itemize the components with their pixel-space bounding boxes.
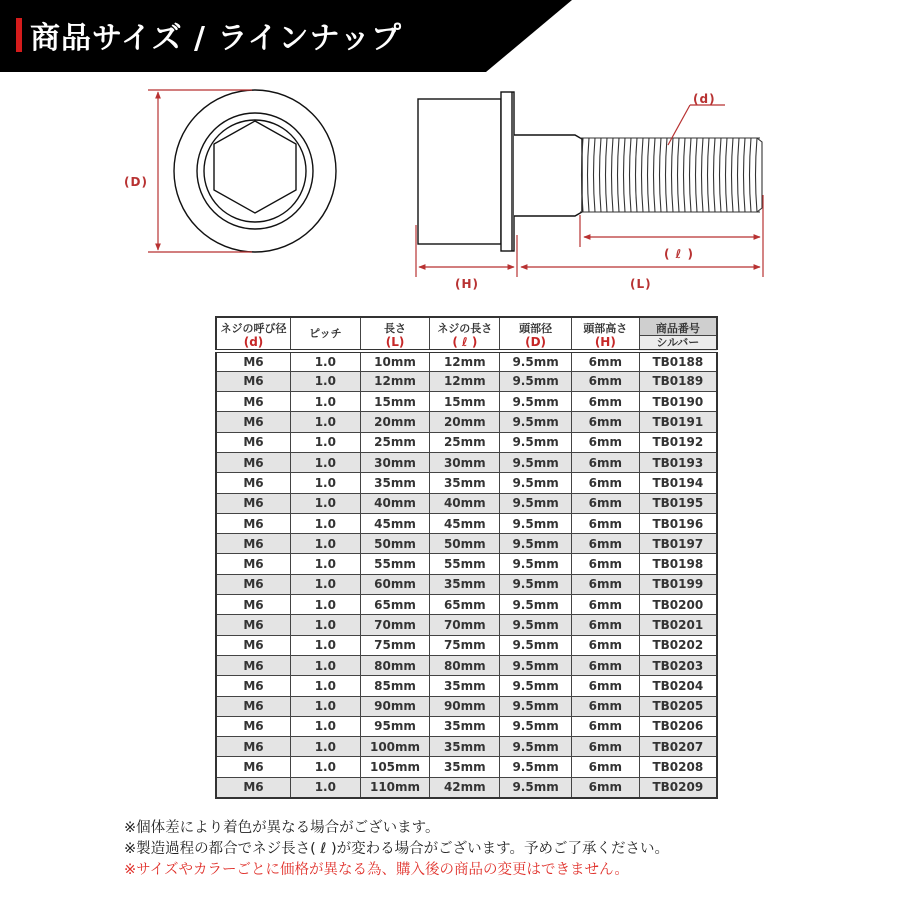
cell-head-diameter: 9.5mm	[500, 473, 572, 493]
cell-head-height: 6mm	[571, 737, 639, 757]
header-nominal-diameter: ネジの呼び径	[216, 317, 291, 335]
cell-head-diameter: 9.5mm	[500, 574, 572, 594]
cell-head-height: 6mm	[571, 716, 639, 736]
cell-head-diameter: 9.5mm	[500, 432, 572, 452]
cell-head-height: 6mm	[571, 615, 639, 635]
header-head-height: 頭部高さ	[571, 317, 639, 335]
table-row	[216, 757, 717, 777]
notes	[124, 818, 669, 881]
cell-product-number: TB0205	[639, 696, 717, 716]
cell-diameter: M6	[216, 452, 291, 472]
cell-pitch: 1.0	[291, 635, 361, 655]
cell-length: 55mm	[360, 554, 430, 574]
cell-pitch: 1.0	[291, 371, 361, 391]
cell-diameter: M6	[216, 635, 291, 655]
cell-thread-length: 35mm	[430, 757, 500, 777]
cell-head-diameter: 9.5mm	[500, 493, 572, 513]
cell-head-diameter: 9.5mm	[500, 371, 572, 391]
label-thread-length: ( ℓ )	[664, 247, 694, 261]
cell-thread-length: 40mm	[430, 493, 500, 513]
cell-head-diameter: 9.5mm	[500, 513, 572, 533]
cell-diameter: M6	[216, 473, 291, 493]
cell-pitch: 1.0	[291, 513, 361, 533]
table-row	[216, 452, 717, 472]
cell-diameter: M6	[216, 493, 291, 513]
cell-diameter: M6	[216, 371, 291, 391]
cell-pitch: 1.0	[291, 757, 361, 777]
cell-diameter: M6	[216, 534, 291, 554]
cell-head-diameter: 9.5mm	[500, 615, 572, 635]
cell-product-number: TB0194	[639, 473, 717, 493]
cell-thread-length: 25mm	[430, 432, 500, 452]
bolt-threads	[580, 138, 762, 212]
header-pitch: ピッチ	[291, 317, 361, 351]
cell-thread-length: 20mm	[430, 412, 500, 432]
cell-head-diameter: 9.5mm	[500, 696, 572, 716]
cell-head-diameter: 9.5mm	[500, 676, 572, 696]
cell-diameter: M6	[216, 696, 291, 716]
label-head-height: (H)	[455, 277, 480, 291]
cell-thread-length: 65mm	[430, 595, 500, 615]
header-symbol-H: (H)	[571, 335, 639, 351]
cell-length: 12mm	[360, 371, 430, 391]
cell-thread-length: 15mm	[430, 392, 500, 412]
cell-diameter: M6	[216, 615, 291, 635]
table-row	[216, 635, 717, 655]
cell-length: 50mm	[360, 534, 430, 554]
header-symbol-d: (d)	[216, 335, 291, 351]
cell-diameter: M6	[216, 757, 291, 777]
cell-diameter: M6	[216, 655, 291, 675]
cell-diameter: M6	[216, 412, 291, 432]
cell-length: 10mm	[360, 351, 430, 371]
cell-length: 45mm	[360, 513, 430, 533]
cell-pitch: 1.0	[291, 554, 361, 574]
cell-thread-length: 50mm	[430, 534, 500, 554]
cell-length: 80mm	[360, 655, 430, 675]
cell-thread-length: 80mm	[430, 655, 500, 675]
cell-product-number: TB0199	[639, 574, 717, 594]
cell-pitch: 1.0	[291, 676, 361, 696]
cell-length: 90mm	[360, 696, 430, 716]
banner-accent-bar	[16, 18, 22, 52]
cell-head-height: 6mm	[571, 696, 639, 716]
cell-thread-length: 55mm	[430, 554, 500, 574]
cell-product-number: TB0190	[639, 392, 717, 412]
cell-thread-length: 90mm	[430, 696, 500, 716]
cell-product-number: TB0193	[639, 452, 717, 472]
table-row	[216, 777, 717, 797]
header-symbol-l: ( ℓ )	[430, 335, 500, 351]
cell-thread-length: 35mm	[430, 574, 500, 594]
cell-head-height: 6mm	[571, 554, 639, 574]
cell-thread-length: 35mm	[430, 737, 500, 757]
table-row	[216, 371, 717, 391]
cell-pitch: 1.0	[291, 392, 361, 412]
label-length: (L)	[630, 277, 652, 291]
header-color-silver: シルバー	[639, 335, 717, 351]
cell-thread-length: 45mm	[430, 513, 500, 533]
cell-diameter: M6	[216, 777, 291, 797]
bolt-head-top-view	[174, 90, 336, 252]
cell-pitch: 1.0	[291, 432, 361, 452]
cell-head-diameter: 9.5mm	[500, 595, 572, 615]
header-head-diameter: 頭部径	[500, 317, 572, 335]
cell-diameter: M6	[216, 737, 291, 757]
cell-head-diameter: 9.5mm	[500, 635, 572, 655]
bolt-dimension-diagram	[0, 75, 900, 310]
bolt-side-view	[418, 92, 582, 251]
table-body	[216, 351, 717, 798]
table-row	[216, 534, 717, 554]
cell-product-number: TB0200	[639, 595, 717, 615]
cell-head-diameter: 9.5mm	[500, 534, 572, 554]
cell-head-diameter: 9.5mm	[500, 757, 572, 777]
table-row	[216, 473, 717, 493]
label-thread-diameter: (d)	[693, 92, 716, 106]
cell-product-number: TB0202	[639, 635, 717, 655]
cell-product-number: TB0208	[639, 757, 717, 777]
cell-diameter: M6	[216, 595, 291, 615]
cell-head-height: 6mm	[571, 432, 639, 452]
cell-diameter: M6	[216, 392, 291, 412]
cell-pitch: 1.0	[291, 351, 361, 371]
cell-length: 65mm	[360, 595, 430, 615]
banner-title: 商品サイズ / ラインナップ	[30, 21, 402, 56]
cell-diameter: M6	[216, 574, 291, 594]
cell-pitch: 1.0	[291, 737, 361, 757]
cell-thread-length: 35mm	[430, 676, 500, 696]
cell-product-number: TB0192	[639, 432, 717, 452]
cell-thread-length: 35mm	[430, 716, 500, 736]
cell-diameter: M6	[216, 554, 291, 574]
section-banner	[0, 0, 900, 72]
cell-thread-length: 12mm	[430, 351, 500, 371]
cell-diameter: M6	[216, 351, 291, 371]
table-row	[216, 351, 717, 371]
cell-head-height: 6mm	[571, 452, 639, 472]
cell-head-diameter: 9.5mm	[500, 737, 572, 757]
table-row	[216, 554, 717, 574]
cell-product-number: TB0203	[639, 655, 717, 675]
cell-length: 85mm	[360, 676, 430, 696]
cell-length: 110mm	[360, 777, 430, 797]
table-row	[216, 574, 717, 594]
cell-product-number: TB0195	[639, 493, 717, 513]
table-row	[216, 493, 717, 513]
cell-product-number: TB0191	[639, 412, 717, 432]
cell-head-height: 6mm	[571, 351, 639, 371]
cell-head-height: 6mm	[571, 757, 639, 777]
table-row	[216, 696, 717, 716]
cell-length: 70mm	[360, 615, 430, 635]
cell-product-number: TB0197	[639, 534, 717, 554]
cell-head-height: 6mm	[571, 513, 639, 533]
cell-length: 75mm	[360, 635, 430, 655]
cell-head-diameter: 9.5mm	[500, 655, 572, 675]
cell-head-height: 6mm	[571, 473, 639, 493]
cell-pitch: 1.0	[291, 716, 361, 736]
cell-thread-length: 70mm	[430, 615, 500, 635]
cell-product-number: TB0196	[639, 513, 717, 533]
table-row	[216, 655, 717, 675]
cell-thread-length: 75mm	[430, 635, 500, 655]
header-product-number: 商品番号	[639, 317, 717, 335]
note-no-exchange: ※サイズやカラーごとに価格が異なる為、購入後の商品の変更はできません。	[124, 862, 629, 878]
cell-product-number: TB0188	[639, 351, 717, 371]
cell-thread-length: 35mm	[430, 473, 500, 493]
header-thread-length: ネジの長さ	[430, 317, 500, 335]
cell-head-diameter: 9.5mm	[500, 392, 572, 412]
cell-diameter: M6	[216, 716, 291, 736]
cell-head-height: 6mm	[571, 534, 639, 554]
cell-pitch: 1.0	[291, 615, 361, 635]
table-row	[216, 513, 717, 533]
table-row	[216, 737, 717, 757]
cell-product-number: TB0189	[639, 371, 717, 391]
cell-head-height: 6mm	[571, 777, 639, 797]
cell-product-number: TB0209	[639, 777, 717, 797]
note-color-variation: ※個体差により着色が異なる場合がございます。	[124, 820, 440, 836]
cell-diameter: M6	[216, 676, 291, 696]
cell-length: 95mm	[360, 716, 430, 736]
cell-product-number: TB0206	[639, 716, 717, 736]
cell-length: 105mm	[360, 757, 430, 777]
cell-head-height: 6mm	[571, 392, 639, 412]
cell-length: 15mm	[360, 392, 430, 412]
cell-pitch: 1.0	[291, 777, 361, 797]
cell-thread-length: 30mm	[430, 452, 500, 472]
cell-head-height: 6mm	[571, 493, 639, 513]
table-row	[216, 412, 717, 432]
cell-pitch: 1.0	[291, 452, 361, 472]
cell-pitch: 1.0	[291, 696, 361, 716]
cell-head-height: 6mm	[571, 412, 639, 432]
cell-head-diameter: 9.5mm	[500, 777, 572, 797]
cell-pitch: 1.0	[291, 412, 361, 432]
cell-length: 20mm	[360, 412, 430, 432]
bolt-drawing	[0, 75, 900, 310]
cell-pitch: 1.0	[291, 655, 361, 675]
cell-pitch: 1.0	[291, 574, 361, 594]
table-row	[216, 615, 717, 635]
cell-pitch: 1.0	[291, 534, 361, 554]
cell-length: 25mm	[360, 432, 430, 452]
cell-head-height: 6mm	[571, 595, 639, 615]
label-head-diameter: (D)	[124, 175, 148, 189]
cell-thread-length: 12mm	[430, 371, 500, 391]
table-row	[216, 595, 717, 615]
cell-product-number: TB0204	[639, 676, 717, 696]
table-row	[216, 676, 717, 696]
cell-head-diameter: 9.5mm	[500, 452, 572, 472]
cell-head-height: 6mm	[571, 655, 639, 675]
cell-head-diameter: 9.5mm	[500, 716, 572, 736]
cell-product-number: TB0198	[639, 554, 717, 574]
head-diameter-dimension	[148, 90, 252, 252]
header-symbol-L: (L)	[360, 335, 430, 351]
header-length: 長さ	[360, 317, 430, 335]
note-thread-length-variation: ※製造過程の都合でネジ長さ( ℓ )が変わる場合がございます。予めご了承ください。	[124, 841, 670, 857]
cell-length: 40mm	[360, 493, 430, 513]
cell-length: 35mm	[360, 473, 430, 493]
cell-head-diameter: 9.5mm	[500, 554, 572, 574]
table-row	[216, 716, 717, 736]
cell-pitch: 1.0	[291, 473, 361, 493]
cell-head-height: 6mm	[571, 574, 639, 594]
table-row	[216, 432, 717, 452]
cell-length: 100mm	[360, 737, 430, 757]
cell-length: 60mm	[360, 574, 430, 594]
cell-length: 30mm	[360, 452, 430, 472]
size-lineup-table	[215, 316, 718, 799]
cell-head-diameter: 9.5mm	[500, 412, 572, 432]
header-symbol-D: (D)	[500, 335, 572, 351]
table-row	[216, 392, 717, 412]
cell-diameter: M6	[216, 432, 291, 452]
cell-head-height: 6mm	[571, 371, 639, 391]
cell-pitch: 1.0	[291, 493, 361, 513]
cell-head-diameter: 9.5mm	[500, 351, 572, 371]
cell-pitch: 1.0	[291, 595, 361, 615]
cell-product-number: TB0201	[639, 615, 717, 635]
cell-head-height: 6mm	[571, 635, 639, 655]
cell-diameter: M6	[216, 513, 291, 533]
cell-thread-length: 42mm	[430, 777, 500, 797]
cell-product-number: TB0207	[639, 737, 717, 757]
cell-head-height: 6mm	[571, 676, 639, 696]
